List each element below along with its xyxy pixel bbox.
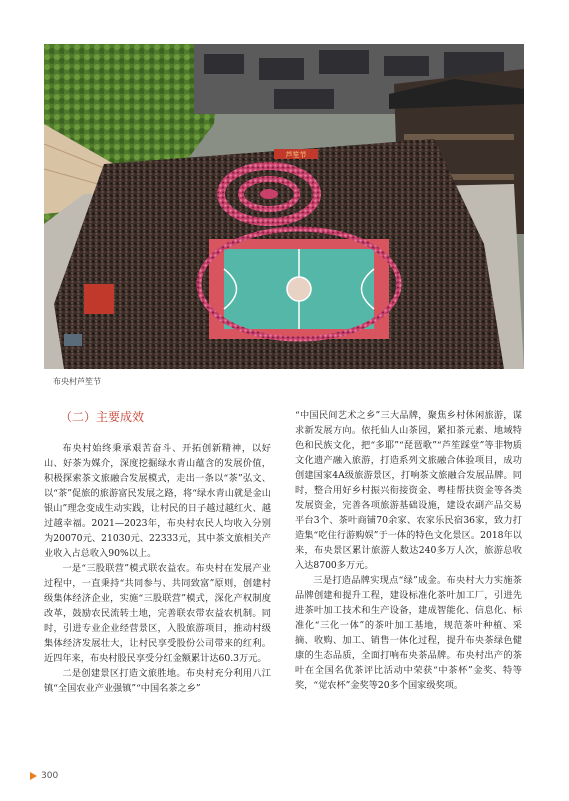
section-title: （二）主要成效 (60, 410, 145, 424)
paragraph: 三是打造品牌实现点“绿”成金。布央村大力实施茶品牌创建和提升工程，建设标准化茶叶加工厂，引进先进茶叶加工技术和生产设备，建成智能化、信息化、标准化“三化一体”的茶叶加工基地，规范茶叶种植、采摘、收购、加工、销售一体化过程，提升布央茶绿色健康的生态品质，全面打响布央茶品牌。布央村出产的茶叶在全国名优茶评比活动中荣获“中茶杯”金奖、特等奖，“觉农杯”金奖等20多个国家级奖项。 (295, 575, 522, 691)
festival-photo (44, 44, 524, 369)
left-column (44, 405, 271, 696)
right-column (295, 408, 522, 693)
page-number: 300 (41, 771, 59, 781)
paragraph: 一是“三股联营”模式联农益农。布央村在发展产业过程中，一直秉持“共同参与、共同致富”原则，创建村级集体经济企业，实施“三股联营”模式，深化产权制度改革，鼓励农民流转土地，完善联农带农益农机制。同时，引进专业企业经营景区，入股旅游项目，推动村级集体经济发展壮大，让村民享受股份公司带来的红利。近四年来，布央村股民享受分红金额累计达60.3万元。 (44, 563, 271, 664)
paragraph: “中国民间艺术之乡”三大品牌，聚焦乡村休闲旅游，谋求新发展方向。依托仙人山茶园，紧扣茶元素、地域特色和民族文化，把“多耶”“琵琶歌”“芦笙踩堂”等非物质文化遗产融入旅游，打造系列文旅融合体验项目，成功创建国家4A级旅游景区，打响茶文旅融合发展品牌。同时，整合用好乡村振兴衔接资金、粤桂帮扶资金等各类发展资金，完善各项旅游基础设施，建设农副产品交易平台3个、茶叶商铺70余家、农家乐民宿36家，致力打造集“吃住行游购娱”于一体的特色文化景区。2018年以来，布央景区累计旅游人数达240多万人次，旅游总收入达8700多万元。 (295, 410, 522, 571)
paragraph: 布央村始终秉承艰苦奋斗、开拓创新精神，以好山、好茶为媒介，深度挖掘绿水青山蕴含的发展价值，积极探索茶文旅融合发展模式，走出一条以“茶”弘文、以“茶”促旅的旅游富民发展之路，将“绿水青山就是金山银山”理念变成生动实践，让村民的日子越过越红火、越过越幸福。2021—2023年，布央村农民人均收入分别为20070元、21030元、22333元，其中茶文旅相关产业收入占总收入90%以上。 (44, 443, 271, 559)
page-footer (30, 771, 58, 781)
banner-text: 芦笙节 (285, 151, 307, 159)
photo-caption: 布央村芦笙节 (53, 377, 101, 386)
paragraph: 二是创建景区打造文旅胜地。布央村充分利用八江镇“全国农业产业强镇”“中国名茶之乡” (44, 668, 271, 694)
arrow-icon (30, 772, 37, 780)
